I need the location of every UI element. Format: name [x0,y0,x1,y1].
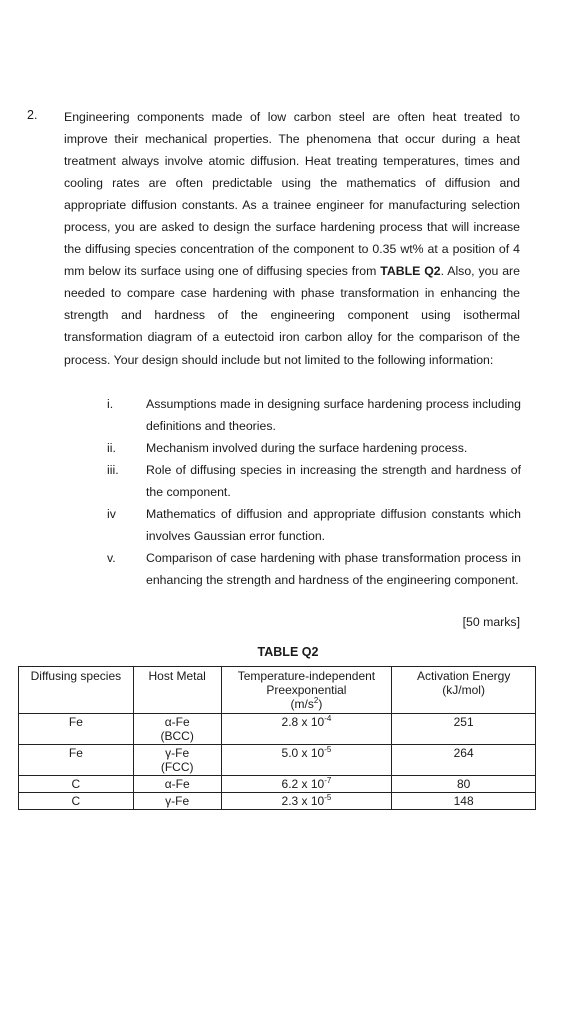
cell-preexponential: 2.3 x $10^{-5}$ [221,793,392,810]
table-row [19,714,536,745]
item-text: Role of diffusing species in increasing the strength and hardness of the component. [146,463,521,499]
header-preexp-line2: Preexponential [266,683,347,697]
cell-host: γ-Fe [133,793,221,810]
header-activation-energy [392,667,536,714]
table-row [19,776,536,793]
item-marker: iii. [107,463,119,477]
header-preexp-line1: Temperature-independent [237,669,376,683]
cell-host: γ-Fe (FCC) [133,745,221,776]
item-marker: ii. [107,441,116,455]
question-text-part-1: Engineering components made of low carbon steel are often heat treated to improve their mechanical properties. The phenomena that occur during a heat treatment always involve atomic diffusion. Heat treating temperatures, times and cooling rates are often predictable using the mathematics of diffusion and appropriate diffusion constants. As a trainee engineer for manufacturing selection process, you are asked to design the surface hardening process that will increase the diffusing species concentration of the component to 0.35 wt% at a position of 4 mm below its surface using one of diffusing species from [64,110,520,279]
list-item [107,547,521,591]
question-text [64,106,520,371]
header-host: Host Metal [133,667,221,714]
item-text: Comparison of case hardening with phase transformation process in enhancing the strength and hardness of the engineering component. [146,551,521,587]
item-marker: iv [107,507,116,521]
header-energy-line2: (kJ/mol) [442,683,485,697]
item-text: Assumptions made in designing surface hardening process including definitions and theories. [146,397,521,433]
table-header-row [19,667,536,714]
cell-preexponential: 2.8 x $10^{-4}$ [221,714,392,745]
cell-host: α-Fe [133,776,221,793]
list-item [107,437,521,459]
cell-species: C [19,793,134,810]
table-row [19,745,536,776]
cell-host: α-Fe (BCC) [133,714,221,745]
question-text-part-2: . Also, you are needed to compare case hardening with phase transformation in enhancing the strength and hardness of the engineering component using isothermal transformation diagram of a eutectoid iron carbon alloy for the comparison of the process. Your design should include but not limited to the following information: [64,264,520,367]
item-marker: i. [107,397,114,411]
cell-energy: 148 [392,793,536,810]
cell-species: C [19,776,134,793]
cell-preexponential: 6.2 x $10^{-7}$ [221,776,392,793]
header-preexponential [221,667,392,714]
cell-energy: 264 [392,745,536,776]
item-text: Mechanism involved during the surface hardening process. [146,441,468,455]
cell-energy: 80 [392,776,536,793]
list-item [107,393,521,437]
cell-preexponential: 5.0 x $10^{-5}$ [221,745,392,776]
header-species: Diffusing species [19,667,134,714]
header-energy-line1: Activation Energy [416,669,511,683]
list-item [107,503,521,547]
table-reference: TABLE Q2 [380,264,441,279]
table-title: TABLE Q2 [257,645,319,659]
requirements-list [107,393,521,591]
list-item [107,459,521,503]
item-text: Mathematics of diffusion and appropriate diffusion constants which involves Gaussian error function. [146,507,521,543]
cell-species: Fe [19,745,134,776]
header-preexp-unit: $(m/s^2)$ [290,696,323,711]
diffusion-table [18,666,536,810]
marks-label: [50 marks] [462,615,520,629]
question-number: 2. [27,108,38,122]
cell-energy: 251 [392,714,536,745]
table-row [19,793,536,810]
cell-species: Fe [19,714,134,745]
item-marker: v. [107,551,116,565]
